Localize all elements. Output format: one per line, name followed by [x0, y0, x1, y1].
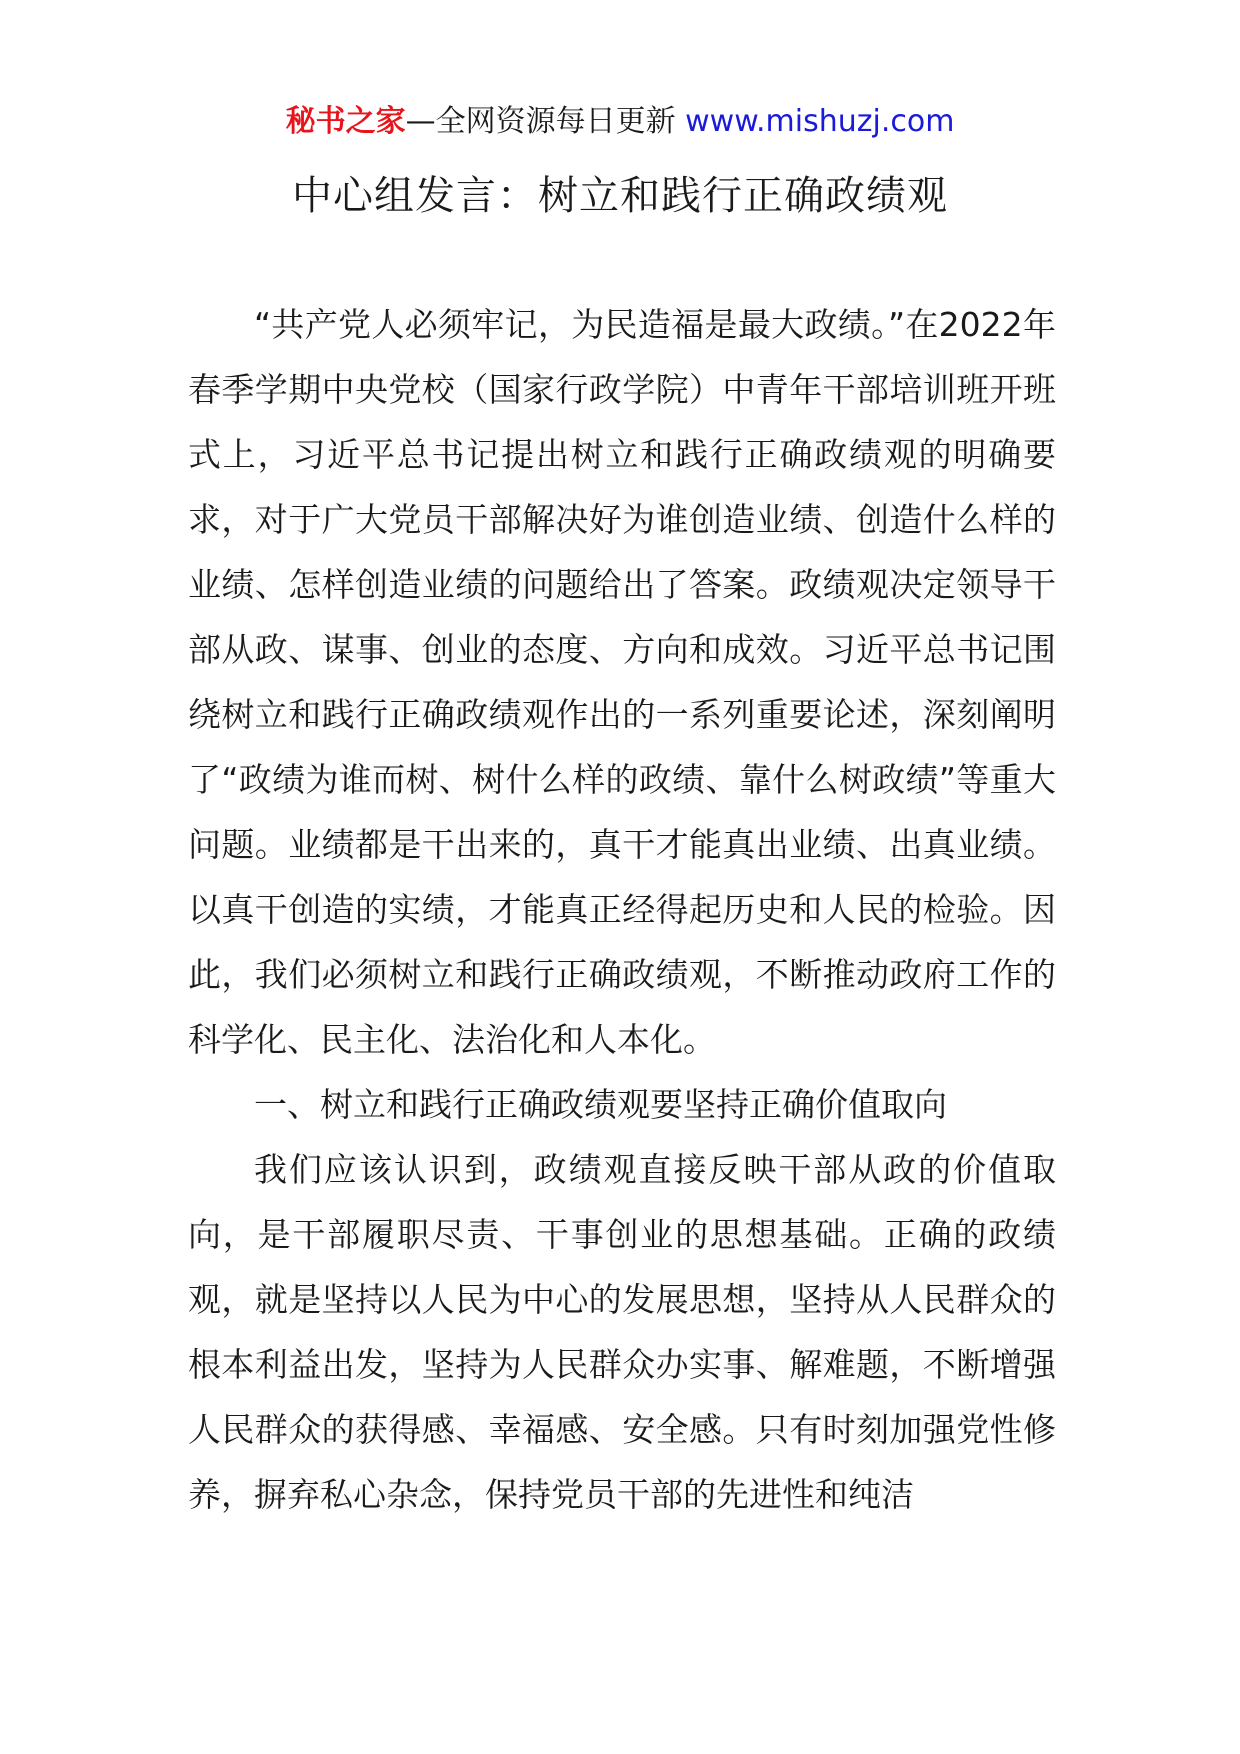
site-tagline: —全网资源每日更新: [405, 104, 686, 139]
site-header: [0, 100, 1240, 144]
site-url-link[interactable]: www.mishuzj.com: [685, 104, 955, 139]
document-title: 中心组发言：树立和践行正确政绩观: [292, 173, 948, 219]
site-brand: 秘书之家: [285, 104, 406, 139]
paragraph-section-1: 我们应该认识到，政绩观直接反映干部从政的价值取向，是干部履职尽责、干事创业的思想基础。正确的政绩观，就是坚持以人民为中心的发展思想，坚持从人民群众的根本利益出发，坚持为人民群众办实事、解难题，不断增强人民群众的获得感、幸福感、安全感。只有时刻加强党性修养，摒弃私心杂念，保持党员干部的先进性和纯洁: [188, 1150, 1056, 1514]
paragraph-intro: “共产党人必须牢记，为民造福是最大政绩。”在2022年春季学期中央党校（国家行政学院）中青年干部培训班开班式上，习近平总书记提出树立和践行正确政绩观的明确要求，对于广大党员干部解决好为谁创造业绩、创造什么样的业绩、怎样创造业绩的问题给出了答案。政绩观决定领导干部从政、谋事、创业的态度、方向和成效。习近平总书记围绕树立和践行正确政绩观作出的一系列重要论述，深刻阐明了“政绩为谁而树、树什么样的政绩、靠什么树政绩”等重大问题。业绩都是干出来的，真干才能真出业绩、出真业绩。以真干创造的实绩，才能真正经得起历史和人民的检验。因此，我们必须树立和践行正确政绩观，不断推动政府工作的科学化、民主化、法治化和人本化。: [188, 305, 1056, 1059]
section-heading-1: 一、树立和践行正确政绩观要坚持正确价值取向: [254, 1085, 947, 1124]
document-body: [188, 292, 1056, 1527]
